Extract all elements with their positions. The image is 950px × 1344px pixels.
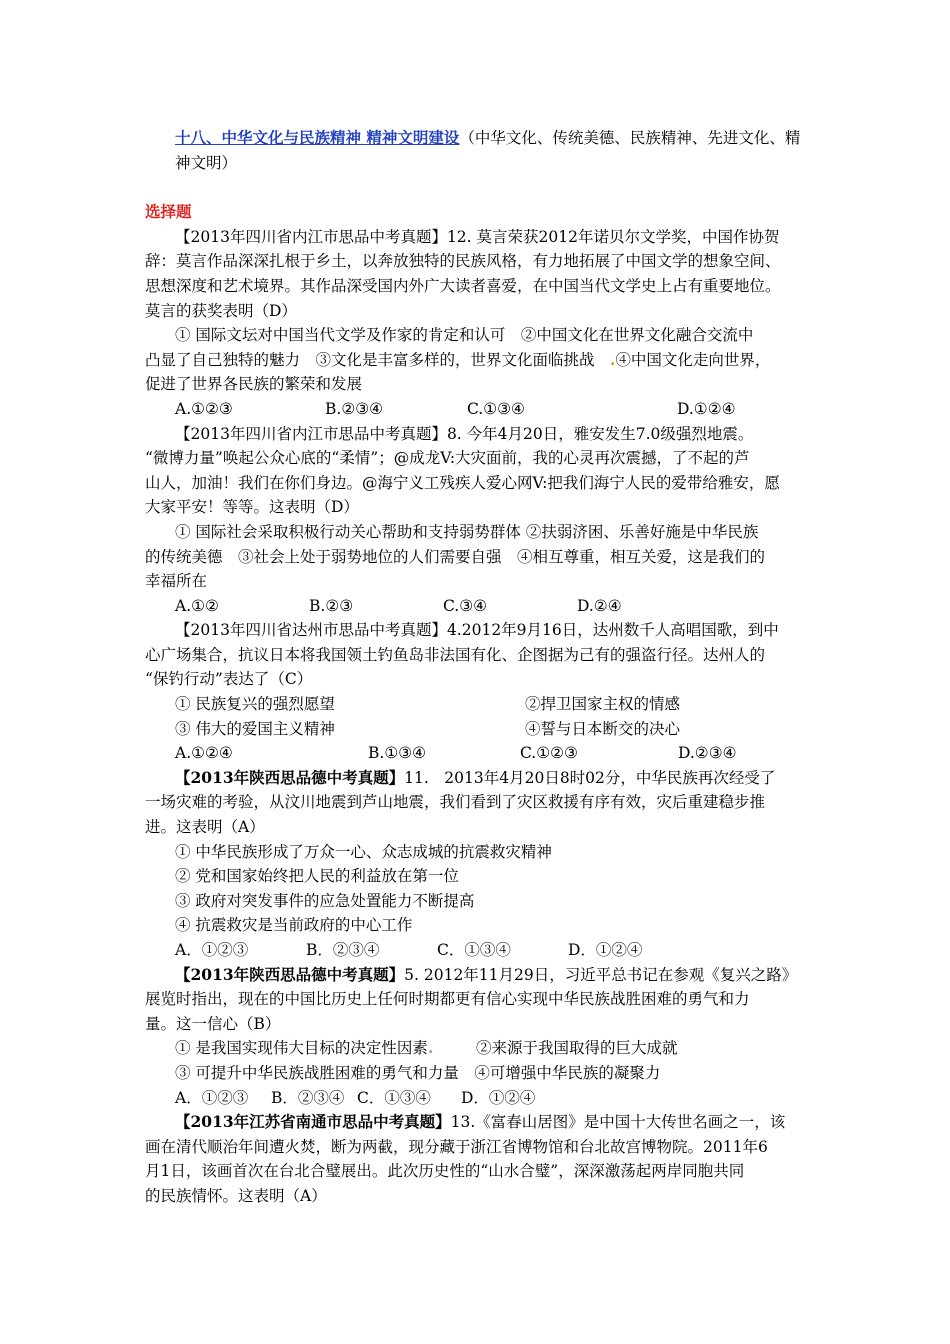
q3-option-c: C.①②③ [520, 744, 578, 763]
q1-statement-part: 凸显了自己独特的魅力 ③文化是丰富多样的，世界文化面临挑战 [145, 350, 611, 369]
q3-stem-line1: 【2013年四川省达州市思品中考真题】4.2012年9月16日，达州数千人高唱国歌，到中 [175, 621, 779, 640]
q5-statement-2: ②来源于我国取得的巨大成就 [475, 1039, 678, 1058]
q6-stem-line1 [145, 1110, 810, 1135]
q2-stem-line4: 大家平安！等等。这表明（D） [145, 498, 359, 517]
q1-options [145, 397, 810, 422]
stray-dot: . [610, 349, 616, 369]
q1-statement-part: ④中国文化走向世界， [615, 350, 771, 369]
q2-statement-line2: 的传统美德 ③社会上处于弱势地位的人们需要自强 ④相互尊重，相互关爱，这是我们的 [145, 547, 766, 566]
title-link[interactable]: 十八、中华文化与民族精神 精神文明建设 [175, 128, 460, 147]
q5-option-d: D．①②④ [461, 1088, 536, 1107]
q5-statement-line2: ③ 可提升中华民族战胜困难的勇气和力量 ④可增强中华民族的凝聚力 [175, 1063, 661, 1082]
q2-stem-line1: 【2013年四川省内江市思品中考真题】8. 今年4月20日，雅安发生7.0级强烈地震。 [175, 424, 754, 443]
q5-option-c: C．①③④ [357, 1088, 431, 1107]
q4-source: 【2013年陕西思品德中考真题】 [175, 767, 405, 787]
q5-option-b: B．②③④ [271, 1088, 345, 1107]
q5-stem-line1 [145, 963, 810, 988]
q6-stem-line4: 的民族情怀。这表明（A） [145, 1186, 327, 1205]
q4-option-a: A．①②③ [175, 941, 249, 959]
q1-option-c: C.①③④ [467, 399, 525, 418]
q1-stem-line1: 【2013年四川省内江市思品中考真题】12. 莫言荣获2012年诺贝尔文学奖，中国作协贺 [175, 227, 780, 246]
q5-stem-line3: 量。这一信心（B） [145, 1014, 281, 1033]
q1-option-b: B.②③④ [325, 399, 384, 418]
q1-option-a: A.①②③ [175, 399, 233, 418]
q3-statement-1: ① 民族复兴的强烈愿望 [175, 695, 335, 714]
q1-option-d: D.①②④ [677, 399, 736, 418]
stray-dot: . [427, 1038, 434, 1058]
q2-options [145, 594, 810, 619]
q1-stem-line2: 辞：莫言作品深深扎根于乡土，以奔放独特的民族风格，有力地拓展了中国文学的想象空间、 [145, 252, 781, 271]
q3-statement-line1 [145, 692, 810, 717]
q3-stem-line2: 心广场集合，抗议日本将我国领土钓鱼岛非法国有化、企图据为己有的强盗行径。达州人的 [145, 645, 766, 664]
q3-options [145, 741, 810, 766]
q3-option-d: D.②③④ [678, 744, 737, 763]
q2-stem-line2: “微博力量”唤起公众心底的“柔情”；@成龙V:大灾面前，我的心灵再次震撼，了不起的芦 [145, 449, 750, 468]
q5-option-a: A．①②③ [175, 1088, 249, 1107]
document-title [145, 126, 810, 151]
section-heading: 选择题 [145, 202, 192, 222]
q4-stem-line2: 一场灾难的考验，从汶川地震到芦山地震，我们看到了灾区救援有序有效，灾后重建稳步推 [145, 793, 766, 812]
q5-stem-text: 5. 2012年11月29日，习近平总书记在参观《复兴之路》 [404, 965, 798, 984]
q5-source: 【2013年陕西思品德中考真题】 [175, 964, 405, 984]
q1-stem-line3: 思想深度和艺术境界。其作品深受国内外广大读者喜爱，在中国当代文学史上占有重要地位。 [145, 276, 781, 295]
q2-statement-line1: ① 国际社会采取积极行动关心帮助和支持弱势群体 ②扶弱济困、乐善好施是中华民族 [175, 522, 759, 541]
q2-option-b: B.②③ [309, 596, 354, 615]
q6-stem-line2: 画在清代顺治年间遭火焚，断为两截，现分藏于浙江省博物馆和台北故宫博物院。2011年6 [145, 1137, 768, 1156]
q3-stem-line3: “保钓行动”表达了（C） [145, 670, 313, 689]
q1-statement-line2 [145, 348, 810, 373]
q2-option-d: D.②④ [577, 596, 622, 615]
q1-statement-line3: 促进了世界各民族的繁荣和发展 [145, 375, 363, 394]
q6-stem-text: 13.《富春山居图》是中国十大传世名画之一，该 [450, 1113, 786, 1132]
q5-statement-line1 [145, 1036, 810, 1061]
q2-option-a: A.①② [175, 596, 219, 615]
q4-stem-line3: 进。这表明（A） [145, 818, 265, 837]
q3-option-a: A.①②④ [175, 744, 233, 763]
q4-option-b: B．②③④ [306, 941, 380, 959]
q1-stem-line4: 莫言的获奖表明（D） [145, 301, 297, 320]
q1-statement-line1: ① 国际文坛对中国当代文学及作家的肯定和认可 ②中国文化在世界文化融合交流中 [175, 326, 754, 345]
q4-stem-text: 11. 2013年4月20日8时02分，中华民族再次经受了 [404, 768, 776, 787]
q2-statement-line3: 幸福所在 [145, 572, 208, 591]
q4-option-c: C．①③④ [437, 941, 511, 959]
q3-statement-2: ②捍卫国家主权的情感 [525, 695, 681, 714]
q4-statement-1: ① 中华民族形成了万众一心、众志成城的抗震救灾精神 [175, 842, 552, 861]
document-page [145, 124, 810, 1209]
q6-stem-line3: 月1日，该画首次在台北合璧展出。此次历史性的“山水合璧”，深深激荡起两岸同胞共同 [145, 1162, 745, 1181]
q3-statement-line2 [145, 717, 810, 742]
q2-stem-line3: 山人，加油！我们在你们身边。@海宁义工残疾人爱心网V:把我们海宁人民的爱带给雅安，愿 [145, 473, 780, 492]
q4-statement-4: ④ 抗震救灾是当前政府的中心工作 [175, 916, 413, 935]
q3-statement-4: ④誓与日本断交的决心 [525, 719, 681, 738]
q4-stem-line1 [145, 766, 810, 791]
q6-source: 【2013年江苏省南通市思品中考真题】 [175, 1112, 451, 1132]
q5-options [145, 1086, 810, 1111]
q3-statement-3: ③ 伟大的爱国主义精神 [175, 719, 335, 738]
q4-statement-3: ③ 政府对突发事件的应急处置能力不断提高 [175, 891, 475, 910]
title-subtitle: （中华文化、传统美德、民族精神、先进文化、精 [459, 129, 801, 147]
q3-option-b: B.①③④ [368, 744, 427, 763]
title-subtitle-cont: 神文明） [175, 153, 238, 172]
q5-statement-1: ① 是我国实现伟大目标的决定性因素 [175, 1039, 428, 1058]
q4-option-d: D．①②④ [568, 941, 643, 959]
q4-options [145, 938, 810, 963]
q2-option-c: C.③④ [443, 596, 488, 615]
q4-statement-2: ② 党和国家始终把人民的利益放在第一位 [175, 867, 459, 886]
q5-stem-line2: 展览时指出，现在的中国比历史上任何时期都更有信心实现中华民族战胜困难的勇气和力 [145, 990, 750, 1009]
